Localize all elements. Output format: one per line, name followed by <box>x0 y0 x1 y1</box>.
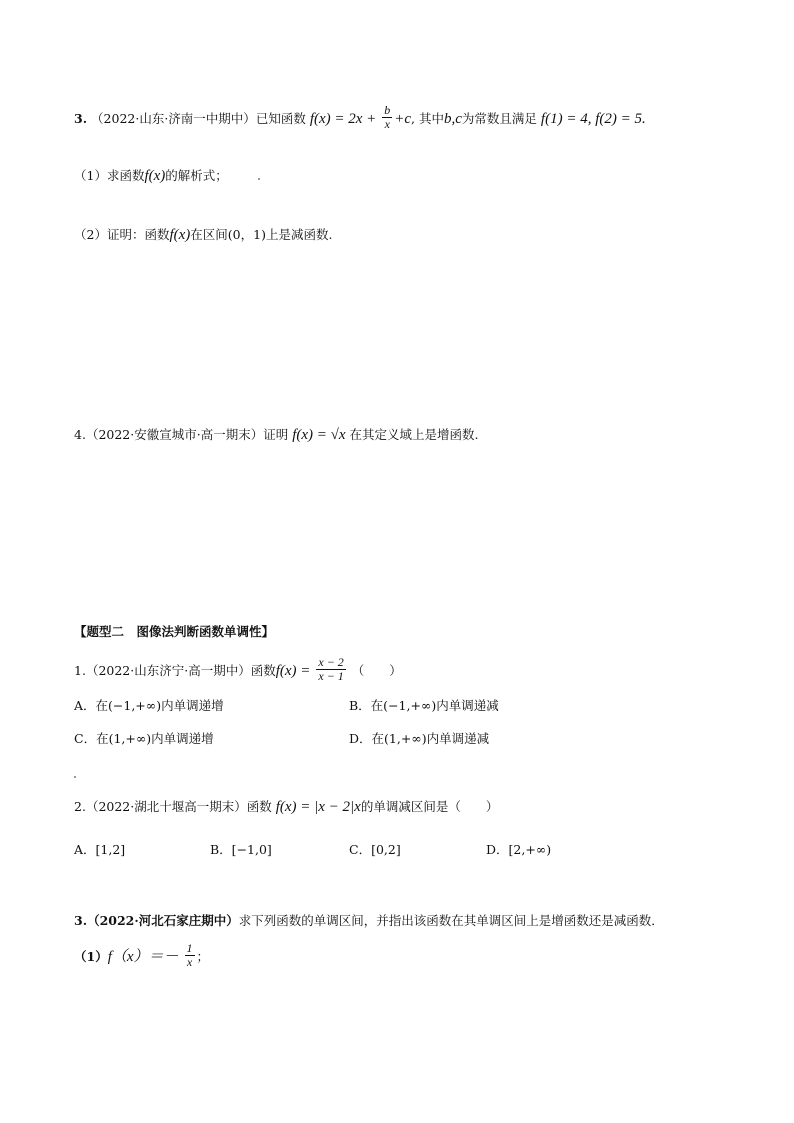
s2-q2-option-c[interactable]: C．[0,2] <box>349 842 401 857</box>
s2-q1-option-d[interactable]: D．在(1,+∞)内单调递减 <box>349 731 490 746</box>
s2-q3-part1 <box>74 941 210 971</box>
q3-stem-b: , 其中 <box>411 111 444 126</box>
q3-stem-c: 为常数且满足 <box>461 111 537 126</box>
q3-frac-num: b <box>384 103 391 117</box>
q4-number: 4. <box>74 427 86 442</box>
q3-condition: f(1) = 4, f(2) = 5. <box>540 111 646 127</box>
s2-q3-frac-num: 1 <box>186 941 193 955</box>
s2-q2-source: （2022·湖北十堰高一期末）函数 <box>85 799 272 814</box>
s2-q1-number: 1. <box>74 663 86 678</box>
s2-q1-source: （2022·山东济宁·高一期中）函数 <box>85 663 276 678</box>
s2-q1-line <box>74 655 402 685</box>
s2-q1-fraction <box>316 656 345 683</box>
s2-q1-option-b[interactable]: B．在(−1,+∞)内单调递减 <box>349 698 499 713</box>
q3-part1-rest: 的解析式； <box>165 168 228 183</box>
q3-vars: b,c <box>444 111 462 127</box>
q4-func: f(x) = √x <box>292 427 346 443</box>
q4-source: （2022·安徽宣城市·高一期末）证明 <box>85 427 289 442</box>
s2-q1-option-c[interactable]: C．在(1,+∞)内单调递增 <box>74 731 214 746</box>
s2-q1-frac-num: x − 2 <box>318 655 344 669</box>
s2-q2-number: 2. <box>74 799 86 814</box>
q3-part2-fx: f(x) <box>169 227 191 243</box>
s2-q1-fx: f(x) = <box>275 663 311 679</box>
q3-source: （2022·山东·济南一中期中） <box>91 111 256 126</box>
s2-q3-part1-fx: f（x）＝－ <box>107 949 179 965</box>
s2-q3-stem: 求下列函数的单调区间，并指出该函数在其单调区间上是增函数还是减函数． <box>238 913 664 928</box>
s2-q3-number: 3. <box>74 913 88 928</box>
s2-q1-blank: （ ） <box>351 663 402 678</box>
stray-mark <box>258 178 260 180</box>
q3-func-lhs: f(x) = 2x + <box>309 111 377 127</box>
q3-part2 <box>74 225 332 245</box>
s2-q3-fraction <box>185 942 195 969</box>
section-title: 【题型二 图像法判断函数单调性】 <box>74 624 275 639</box>
s2-q3-part1-end: ； <box>196 949 210 964</box>
s2-q3-part1-label: （1） <box>74 949 108 964</box>
s2-q3-frac-den: x <box>185 955 195 969</box>
q3-part1 <box>74 166 228 186</box>
q4-rest: 在其定义域上是增函数. <box>349 427 479 442</box>
s2-q3-source: （2022·河北石家庄期中） <box>87 913 239 928</box>
s2-q2-rest: 的单调减区间是（ ） <box>360 799 499 814</box>
q4-line <box>74 425 478 445</box>
q3-frac-den: x <box>382 117 392 131</box>
stray-mark <box>74 776 76 778</box>
q3-fraction <box>382 104 392 131</box>
s2-q2-option-a[interactable]: A．[1,2] <box>74 842 126 857</box>
s2-q2-option-b[interactable]: B．[−1,0] <box>210 842 272 857</box>
q3-part1-fx: f(x) <box>144 168 166 184</box>
q3-stem-line <box>74 103 646 133</box>
q3-func-rhs: +c <box>394 111 412 127</box>
s2-q2-line <box>74 797 498 817</box>
q3-part1-label: （1）求函数 <box>74 168 145 183</box>
q3-part2-label: （2）证明：函数 <box>74 227 170 242</box>
q3-stem-a: 已知函数 <box>255 111 306 126</box>
s2-q2-func: f(x) = |x − 2|x <box>275 799 361 815</box>
q3-part2-rest: 在区间(0，1)上是减函数. <box>190 227 333 242</box>
s2-q3-line <box>74 911 664 931</box>
s2-q1-frac-den: x − 1 <box>318 669 344 683</box>
s2-q2-option-d[interactable]: D．[2,+∞) <box>486 842 552 857</box>
s2-q1-option-a[interactable]: A．在(−1,+∞)内单调递增 <box>74 698 224 713</box>
q3-number: 3. <box>74 111 88 126</box>
